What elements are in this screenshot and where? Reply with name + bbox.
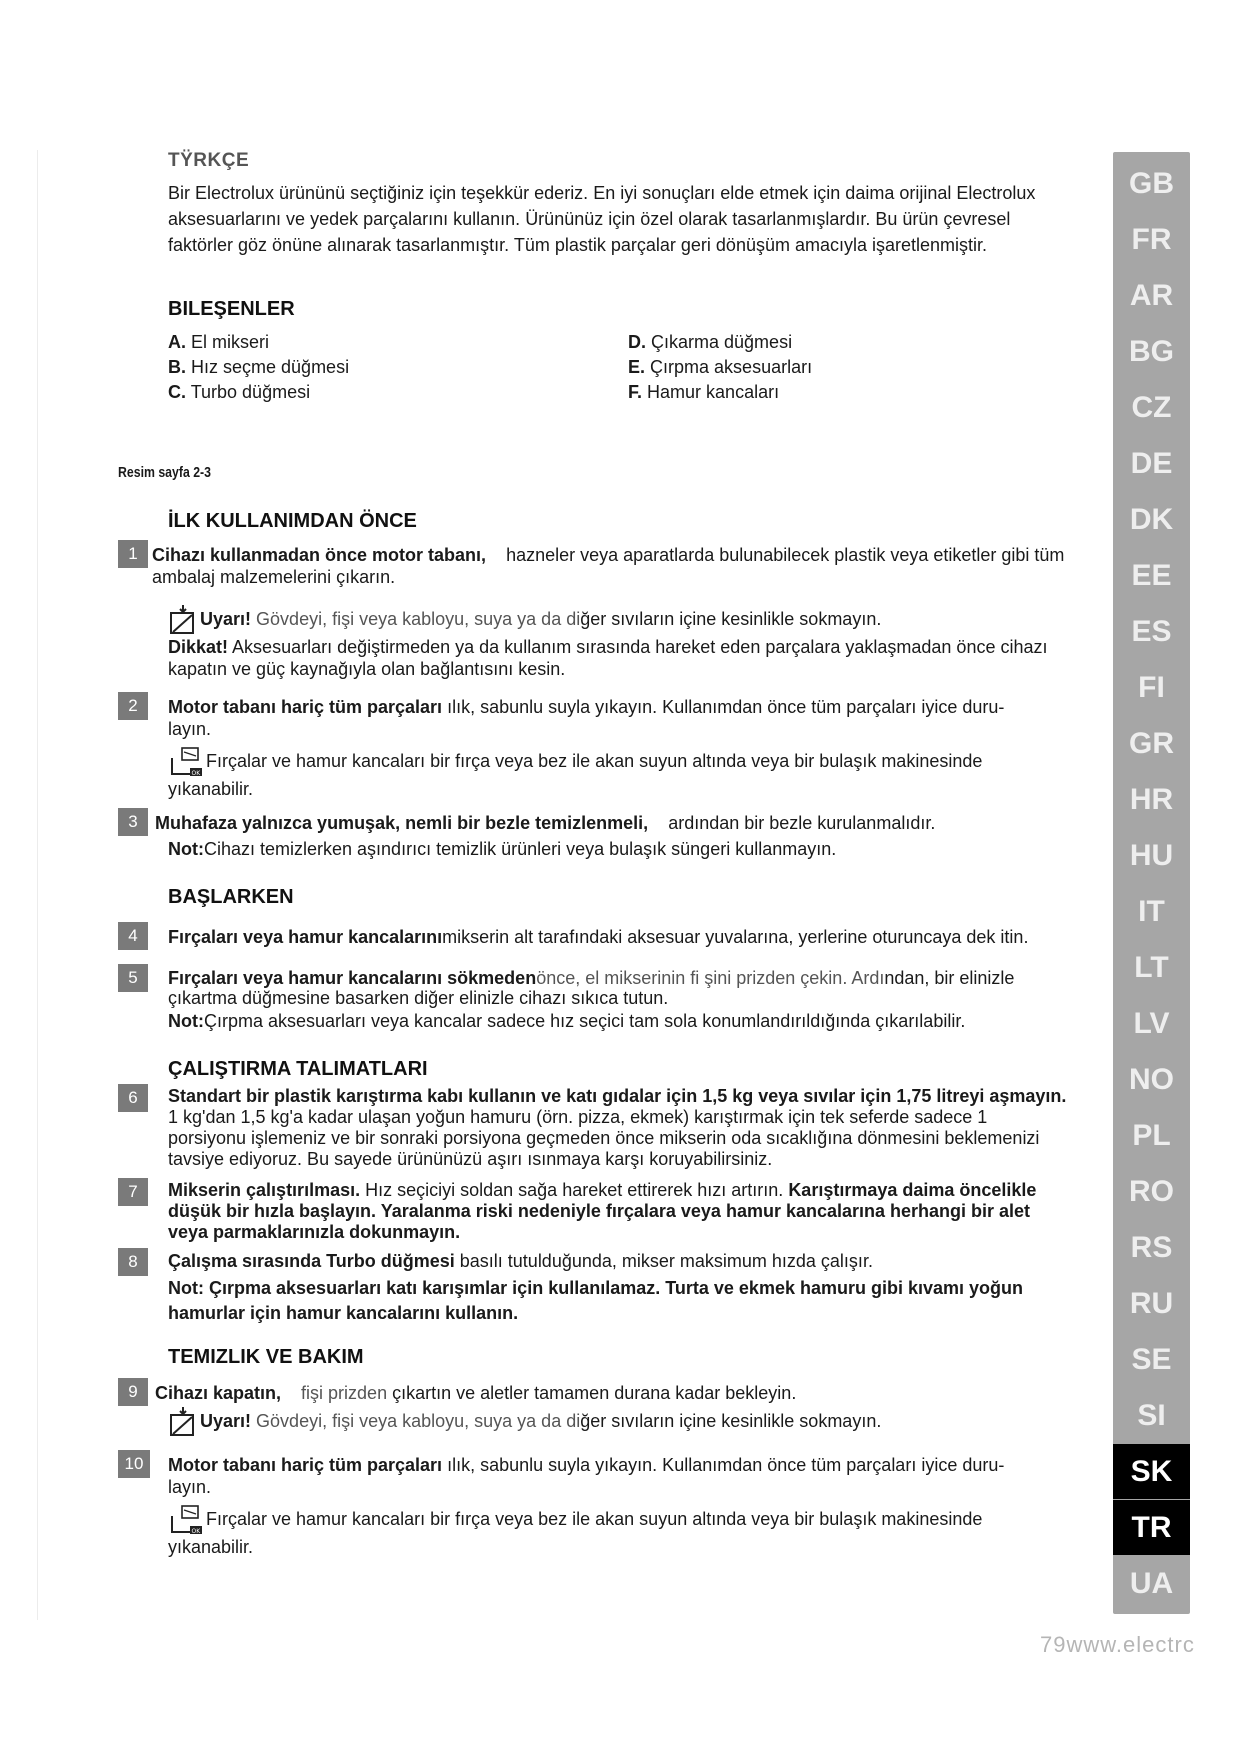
components-left-list: [168, 330, 349, 405]
components-right-list: [628, 330, 812, 405]
step-1-text: Cihazı kullanmadan önce motor tabanı, hazneler veya aparatlarda bulunabilecek plastik veya etiketler gibi tüm ambalaj malzemelerini çıkarın.: [152, 545, 1065, 587]
language-tab-ro[interactable]: RO: [1129, 1175, 1174, 1208]
dishwasher-note: OK Fırçalar ve hamur kancaları bir fırça veya bez ile akan suyun altında veya bir bulaşık makinesinde yıkanabilir.: [168, 1504, 1068, 1558]
note-3: Not:Cihazı temizlerken aşındırıcı temizlik ürünleri veya bulaşık süngeri kullanmayın.: [168, 839, 837, 859]
step-10-text: Motor tabanı hariç tüm parçaları ılık, sabunlu suyla yıkayın. Kullanımdan önce tüm parçaları iyice duru- layın.: [168, 1455, 1005, 1497]
figure-reference: Resim sayfa 2-3: [118, 464, 211, 481]
language-tab-ar[interactable]: AR: [1129, 279, 1174, 312]
language-tab-rs[interactable]: RS: [1130, 1231, 1173, 1264]
note-5: Not:Çırpma aksesuarları veya kancalar sadece hız seçici tam sola konumlandırıldığında çıkarılabilir.: [168, 1011, 966, 1031]
language-tab-gb[interactable]: GB: [1129, 167, 1174, 200]
language-tab-gr[interactable]: GR: [1129, 727, 1174, 760]
step-number: 2: [118, 692, 148, 720]
language-tab-fi[interactable]: FI: [1138, 671, 1165, 704]
step-number: 7: [118, 1178, 148, 1206]
language-tab-pl[interactable]: PL: [1132, 1119, 1171, 1152]
step-9-text: Cihazı kapatın, fişi prizden çıkartın ve aletler tamamen durana kadar bekleyin.: [155, 1383, 797, 1403]
language-tab-cz[interactable]: CZ: [1131, 391, 1172, 424]
step-8-text: Çalışma sırasında Turbo düğmesi basılı tutulduğunda, mikser maksimum hızda çalışır.: [168, 1251, 873, 1271]
step-7-text: Mikserin çalıştırılması. Hız seçiciyi soldan sağa hareket ettirerek hızı artırın. Karıştırmaya daima öncelikle düşük bir hızla başlayın. Yaralanma riski nedeniyle fırçalara veya hamur kancalarına herhangi bir alet veya parmaklarınızla dokunmayın.: [168, 1180, 1037, 1242]
language-tab-ru[interactable]: RU: [1129, 1287, 1174, 1320]
language-tab-ee[interactable]: EE: [1131, 559, 1172, 592]
component-item: F. Hamur kancaları: [628, 382, 780, 402]
svg-text:OK: OK: [191, 1528, 201, 1535]
svg-text:OK: OK: [191, 770, 201, 777]
note-8: Not: Çırpma aksesuarları katı karışımlar için kullanılamaz. Turta ve ekmek hamuru gibi kıvamı yoğun hamurlar için hamur kancalarını kullanın.: [168, 1278, 1023, 1323]
language-tab-lv[interactable]: LV: [1133, 1007, 1170, 1040]
component-item: A. El mikseri: [168, 332, 270, 352]
step-number: 6: [118, 1084, 148, 1112]
dishwasher-icon: [168, 746, 204, 778]
no-water-icon: [168, 1406, 198, 1438]
no-water-icon: [168, 604, 198, 636]
first-use-title: İLK KULLANIMDAN ÖNCE: [168, 510, 417, 532]
operating-title: ÇALIŞTIRMA TALIMATLARI: [168, 1058, 428, 1080]
warning-line: Uyarı! Gövdeyi, fişi veya kabloyu, suya ya da diğer sıvıların içine kesinlikle sokmayın.: [168, 1406, 1068, 1438]
language-tab-lt[interactable]: LT: [1134, 951, 1169, 984]
component-item: D. Çıkarma düğmesi: [628, 332, 793, 352]
component-item: C. Turbo düğmesi: [168, 382, 311, 402]
language-tab-si[interactable]: SI: [1137, 1399, 1166, 1432]
language-tab-se[interactable]: SE: [1131, 1343, 1172, 1376]
language-tab-dk[interactable]: DK: [1129, 503, 1174, 536]
language-tab-de[interactable]: DE: [1130, 447, 1173, 480]
component-item: E. Çırpma aksesuarları: [628, 357, 813, 377]
language-tab-hu[interactable]: HU: [1129, 839, 1174, 872]
language-tab-fr[interactable]: FR: [1131, 223, 1172, 256]
language-tab-ua[interactable]: UA: [1129, 1567, 1174, 1600]
dishwasher-note: OK Fırçalar ve hamur kancaları bir fırça veya bez ile akan suyun altında veya bir bulaşık makinesinde yıkanabilir.: [168, 746, 1068, 800]
language-tab-it[interactable]: IT: [1138, 895, 1165, 928]
language-tab-no[interactable]: NO: [1129, 1063, 1174, 1096]
step-6-text: Standart bir plastik karıştırma kabı kullanın ve katı gıdalar için 1,5 kg veya sıvılar için 1,75 litreyi aşmayın. 1 kg'dan 1,5 kg'a kadar ulaşan yoğun hamuru (örn. pizza, ekmek) karıştırmak için tek seferde sadece 1 porsiyonu işlemeniz ve bir sonraki porsiyona geçmeden önce mikserin oda sıcaklığına dönmesini beklemenizi tavsiye ediyoruz. Bu sayede ürününüzü aşırı ısınmaya karşı koruyabilirsiniz.: [168, 1086, 1067, 1169]
caution-paragraph: Dikkat! Aksesuarları değiştirmeden ya da kullanım sırasında hareket eden parçalara yaklaşmadan önce cihazı kapatın ve güç kaynağıyla olan bağlantısını kesin.: [168, 637, 1048, 679]
step-number: 3: [118, 808, 148, 836]
language-tab-tr[interactable]: TR: [1113, 1500, 1190, 1555]
dishwasher-icon: [168, 1504, 204, 1536]
page-edge-line: [37, 150, 38, 1620]
intro-paragraph: Bir Electrolux ürününü seçtiğiniz için teşekkür ederiz. En iyi sonuçları elde etmek için daima orijinal Electrolux aksesuarlarını ve yedek parçalarını kullanın. Ürününüz için özel olarak tasarlanmışlardır. Bu ürün çevresel faktörler göz önüne alınarak tasarlanmıştır. Tüm plastik parçalar geri dönüşüm amacıyla işaretlenmiştir.: [168, 183, 1036, 255]
language-sidebar: [1113, 152, 1190, 1614]
page-footer: 79www.electrc: [1040, 1632, 1195, 1657]
getting-started-title: BAŞLARKEN: [168, 886, 294, 908]
step-2-text: Motor tabanı hariç tüm parçaları ılık, sabunlu suyla yıkayın. Kullanımdan önce tüm parçaları iyice duru- layın.: [168, 697, 1005, 739]
language-tab-es[interactable]: ES: [1131, 615, 1172, 648]
step-number: 8: [118, 1248, 148, 1276]
language-tab-sk[interactable]: SK: [1113, 1444, 1190, 1499]
step-number: 5: [118, 964, 148, 992]
language-tab-bg[interactable]: BG: [1129, 335, 1174, 368]
step-number: 1: [118, 540, 148, 568]
step-5-text: Fırçaları veya hamur kancalarını sökmedenönce, el mikserinin fi şini prizden çekin. Ardından, bir elinizle çıkartma düğmesine basarken diğer elinizle cihazı sıkıca tutun.: [168, 968, 1015, 1008]
cleaning-title: TEMIZLIK VE BAKIM: [168, 1346, 364, 1368]
step-number: 4: [118, 922, 148, 950]
step-3-text: Muhafaza yalnızca yumuşak, nemli bir bezle temizlenmeli, ardından bir bezle kurulanmalıdır.: [155, 813, 936, 833]
language-tab-hr[interactable]: HR: [1129, 783, 1174, 816]
components-title: BILEŞENLER: [168, 298, 295, 320]
component-item: B. Hız seçme düğmesi: [168, 357, 350, 377]
step-number: 9: [118, 1378, 148, 1406]
step-number: 10: [118, 1450, 150, 1478]
warning-line: Uyarı! Gövdeyi, fişi veya kabloyu, suya ya da diğer sıvıların içine kesinlikle sokmayın.: [168, 604, 1068, 636]
language-heading: TŸRKÇE: [168, 150, 250, 171]
step-4-text: Fırçaları veya hamur kancalarınımikserin alt tarafındaki aksesuar yuvalarına, yerlerine oturuncaya dek itin.: [168, 927, 1029, 947]
